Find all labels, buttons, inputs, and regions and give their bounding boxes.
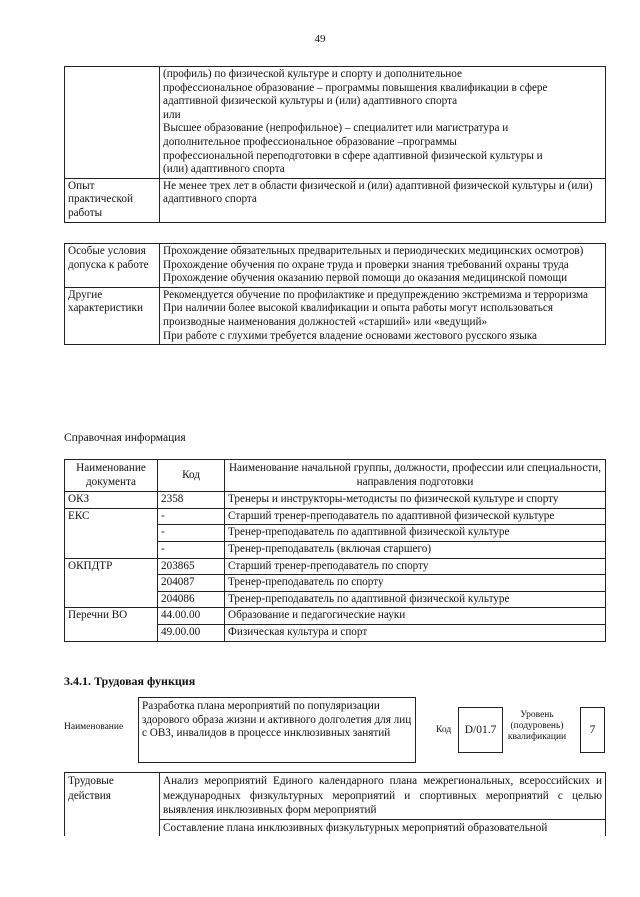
code-cell: -	[158, 508, 225, 525]
qualification-level-label: Уровень (подуровень) квалификации	[507, 710, 567, 742]
education-line: профессиональное образование – программы повышения квалификации в сфере	[163, 81, 548, 94]
labor-action-cell: Составление плана инклюзивных физкультурных мероприятий образовательной	[160, 819, 606, 836]
function-name-value: Разработка плана мероприятий по популяризации здорового образа жизни и активного долголетия для лиц с ОВЗ, инвалидов в процессе инклюзивных занятий	[138, 697, 416, 763]
doc-cell: ОКЗ	[65, 492, 158, 509]
table-row	[65, 541, 606, 558]
special-conditions-label: Особые условия допуска к работе	[65, 244, 160, 288]
experience-value: Не менее трех лет в области физической и (или) адаптивной физической культуры и (или) адаптивного спорта	[160, 178, 606, 222]
special-conditions-cell	[160, 244, 606, 288]
doc-cell	[65, 624, 158, 641]
doc-cell	[65, 541, 158, 558]
qualification-level-value: 7	[580, 707, 605, 753]
special-condition-line: Прохождение обучения оказанию первой помощи до оказания медицинской помощи	[163, 272, 568, 285]
other-characteristic-line: При наличии более высокой квалификации и опыта работы могут использоваться производные наименования должностей «старший» или «ведущий»	[163, 302, 553, 328]
function-code-label: Код	[436, 725, 452, 735]
name-cell: Тренер-преподаватель по спорту	[225, 575, 606, 592]
table-row	[65, 558, 606, 575]
other-characteristics-label: Другие характеристики	[65, 287, 160, 344]
other-characteristics-cell	[160, 287, 606, 344]
section-title: 3.4.1. Трудовая функция	[64, 674, 196, 688]
doc-cell: ЕКС	[65, 508, 158, 525]
code-cell: 203865	[158, 558, 225, 575]
labor-actions-table	[64, 772, 606, 836]
doc-cell: ОКПДТР	[65, 558, 158, 575]
table-row	[65, 575, 606, 592]
table-row	[65, 508, 606, 525]
function-code-value: D/01.7	[458, 707, 503, 753]
code-cell: 2358	[158, 492, 225, 509]
code-cell: 204087	[158, 575, 225, 592]
name-cell: Тренеры и инструкторы-методисты по физической культуре и спорту	[225, 492, 606, 509]
education-line: (или) адаптивного спорта	[163, 163, 285, 176]
reference-table	[64, 459, 606, 642]
code-cell: 204086	[158, 591, 225, 608]
education-line: или	[163, 108, 181, 121]
code-cell: 49.00.00	[158, 624, 225, 641]
table-row	[65, 608, 606, 625]
education-line: адаптивной физической культуры и (или) адаптивного спорта	[163, 95, 458, 108]
name-cell: Тренер-преподаватель по адаптивной физической культуре	[225, 591, 606, 608]
table-row	[65, 591, 606, 608]
header-name: Наименование начальной группы, должности, профессии или специальности, направления подготовки	[225, 460, 606, 492]
name-cell: Старший тренер-преподаватель по спорту	[225, 558, 606, 575]
page-number: 49	[314, 33, 326, 45]
function-name-label: Наименование	[64, 722, 124, 732]
name-cell: Тренер-преподаватель по адаптивной физической культуре	[225, 525, 606, 542]
labor-action-cell: Анализ мероприятий Единого календарного плана межрегиональных, всероссийских и международных физкультурных мероприятий и спортивных мероприятий с целью выявления инклюзивных форм мероприятий	[160, 773, 606, 820]
name-cell: Образование и педагогические науки	[225, 608, 606, 625]
doc-cell: Перечни ВО	[65, 608, 158, 625]
experience-label: Опыт практической работы	[65, 178, 160, 222]
code-cell: 44.00.00	[158, 608, 225, 625]
doc-cell	[65, 575, 158, 592]
code-cell: -	[158, 525, 225, 542]
header-code: Код	[158, 460, 225, 492]
other-characteristic-line: При работе с глухими требуется владение основами жестового русского языка	[163, 329, 537, 342]
conditions-table	[64, 243, 606, 345]
doc-cell	[65, 591, 158, 608]
labor-actions-label: Трудовые действия	[65, 773, 160, 820]
education-line: Высшее образование (непрофильное) – специалитет или магистратура и	[163, 122, 509, 135]
doc-cell	[65, 525, 158, 542]
table-row	[65, 492, 606, 509]
education-label-cell	[65, 67, 160, 179]
table-row	[65, 525, 606, 542]
table-row	[65, 624, 606, 641]
code-cell: -	[158, 541, 225, 558]
labor-actions-label-cont	[65, 819, 160, 836]
special-condition-line: Прохождение обучения по охране труда и проверки знания требований охраны труда	[163, 258, 569, 271]
education-line: дополнительное профессиональное образование –программы	[163, 135, 457, 148]
education-table	[64, 66, 606, 223]
education-cell	[160, 67, 606, 179]
special-condition-line: Прохождение обязательных предварительных и периодических медицинских осмотров)	[163, 245, 584, 257]
name-cell: Старший тренер-преподаватель по адаптивной физической культуре	[225, 508, 606, 525]
name-cell: Тренер-преподаватель (включая старшего)	[225, 541, 606, 558]
name-cell: Физическая культура и спорт	[225, 624, 606, 641]
other-characteristic-line: Рекомендуется обучение по профилактике и предупреждению экстремизма и терроризма	[163, 288, 588, 301]
header-document: Наименование документа	[65, 460, 158, 492]
education-line: профессиональной переподготовки в сфере адаптивной физической культуры и	[163, 149, 543, 162]
reference-title: Справочная информация	[64, 432, 186, 444]
education-line: (профиль) по физической культуре и спорту и дополнительное	[163, 68, 462, 80]
